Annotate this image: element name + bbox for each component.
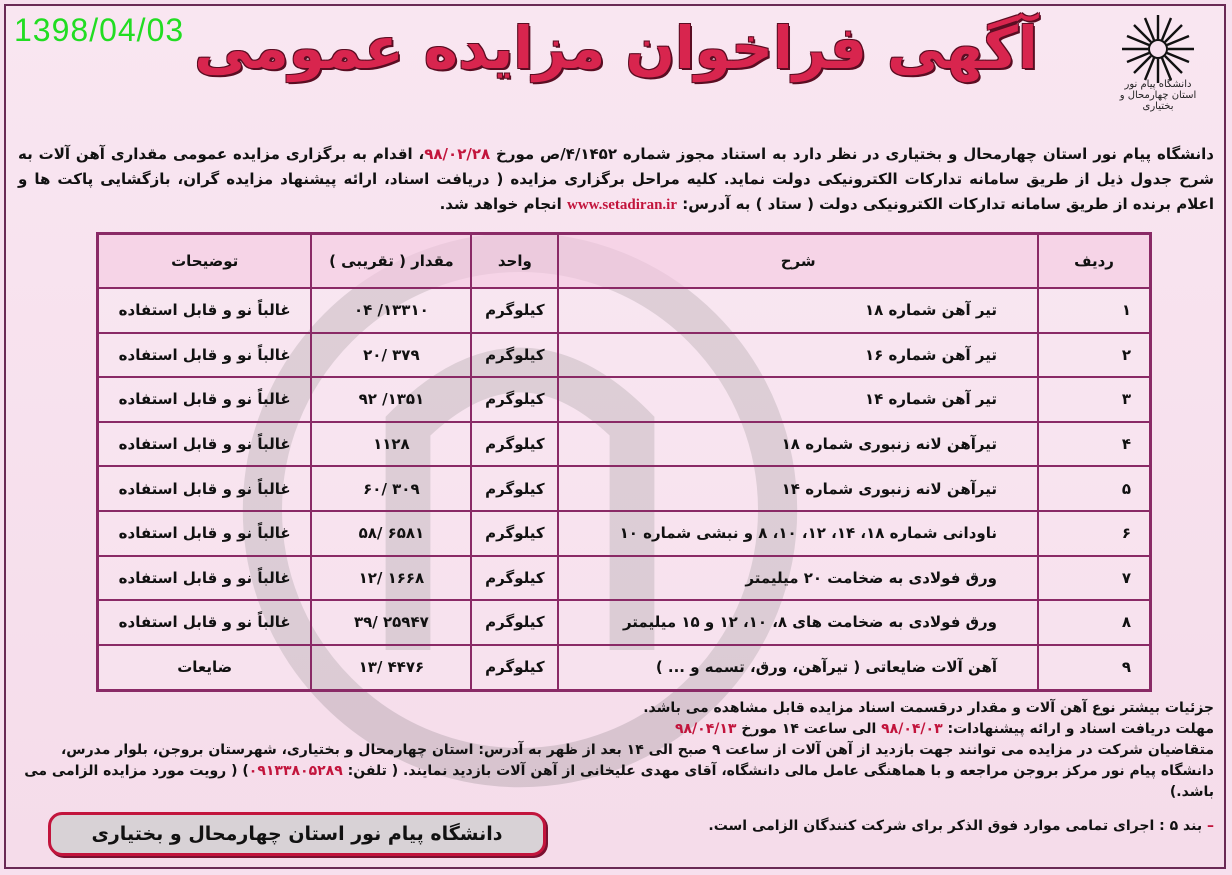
- header-description: شرح: [558, 234, 1038, 289]
- table-row: [98, 645, 1151, 691]
- closing-text: بند ۵ : اجرای تمامی موارد فوق الذکر برای شرکت کنندگان الزامی است.: [708, 818, 1203, 834]
- intro-date: ۹۸/۰۲/۲۸: [424, 145, 491, 163]
- notes-line-2: مهلت دریافت اسناد و ارائه پیشنهادات: ۹۸/۰۴/۰۳ الی ساعت ۱۴ مورخ ۹۸/۰۴/۱۳: [674, 721, 1214, 737]
- cell-unit: کیلوگرم: [471, 466, 558, 511]
- cell-row-number: ۷: [1038, 556, 1151, 601]
- cell-unit: کیلوگرم: [471, 556, 558, 601]
- cell-description: ورق فولادی به ضخامت ۲۰ میلیمتر: [558, 556, 1038, 601]
- cell-amount: ۱۱۲۸: [311, 422, 471, 467]
- header-notes: توضیحات: [98, 234, 312, 289]
- header-unit: واحد: [471, 234, 558, 289]
- cell-notes: ضایعات: [98, 645, 312, 691]
- cell-unit: کیلوگرم: [471, 333, 558, 378]
- header-amount: مقدار ( تقریبی ): [311, 234, 471, 289]
- date-stamp: 1398/04/03: [14, 12, 185, 48]
- cell-amount: ۱۳۳۱۰/ ۰۴: [311, 288, 471, 333]
- table-row: [98, 600, 1151, 645]
- table-row: [98, 377, 1151, 422]
- cell-amount: ۳۷۹ /۲۰: [311, 333, 471, 378]
- cell-description: آهن آلات ضایعاتی ( تیرآهن، ورق، تسمه و ... ): [558, 645, 1038, 691]
- cell-row-number: ۱: [1038, 288, 1151, 333]
- cell-notes: غالباً نو و قابل استفاده: [98, 556, 312, 601]
- deadline-end: ۹۸/۰۴/۱۳: [674, 721, 737, 737]
- cell-description: تیرآهن لانه زنبوری شماره ۱۴: [558, 466, 1038, 511]
- cell-notes: غالباً نو و قابل استفاده: [98, 422, 312, 467]
- phone-number: ۰۹۱۳۳۸۰۵۲۸۹: [248, 763, 343, 779]
- intro-text-3: انجام خواهد شد.: [439, 195, 568, 213]
- table-row: [98, 288, 1151, 333]
- cell-amount: ۳۰۹ /۶۰: [311, 466, 471, 511]
- table-row: [98, 556, 1151, 601]
- cell-description: تیر آهن شماره ۱۶: [558, 333, 1038, 378]
- notes-line-3: متقاضیان شرکت در مزایده می توانند جهت بازدید از آهن آلات از ساعت ۹ صبح الی ۱۴ بعد از ظهر به آدرس: استان چهارمحال و بختیاری، شهرستان بروجن، بلوار مدرس، دانشگاه پیام نور مرکز بروجن مراجعه و با هماهنگی عامل مالی دانشگاه، آقای مهدی علیخانی از آهن آلات بازدید نمایند. ( تلفن: ۰۹۱۳۳۸۰۵۲۸۹) ( رویت مورد مزایده الزامی می باشد.): [24, 742, 1214, 800]
- logo-subtitle: استان چهارمحال و بختیاری: [1119, 90, 1197, 112]
- table-row: [98, 466, 1151, 511]
- cell-notes: غالباً نو و قابل استفاده: [98, 333, 312, 378]
- cell-unit: کیلوگرم: [471, 377, 558, 422]
- cell-description: تیرآهن لانه زنبوری شماره ۱۸: [558, 422, 1038, 467]
- notes-line-1: جزئیات بیشتر نوع آهن آلات و مقدار درقسمت اسناد مزایده قابل مشاهده می باشد.: [643, 700, 1214, 716]
- cell-unit: کیلوگرم: [471, 511, 558, 556]
- cell-notes: غالباً نو و قابل استفاده: [98, 288, 312, 333]
- cell-description: تیر آهن شماره ۱۴: [558, 377, 1038, 422]
- cell-row-number: ۹: [1038, 645, 1151, 691]
- cell-row-number: ۲: [1038, 333, 1151, 378]
- intro-paragraph: [18, 142, 1214, 218]
- table-row: [98, 333, 1151, 378]
- table-row: [98, 511, 1151, 556]
- auction-items-table: [96, 232, 1152, 692]
- setadiran-link[interactable]: www.setadiran.ir: [567, 197, 678, 213]
- cell-description: ناودانی شماره ۱۸، ۱۴، ۱۲، ۱۰، ۸ و نبشی شماره ۱۰: [558, 511, 1038, 556]
- cell-amount: ۱۶۶۸ /۱۲: [311, 556, 471, 601]
- table-header-row: [98, 234, 1151, 289]
- cell-amount: ۱۳۵۱/ ۹۲: [311, 377, 471, 422]
- cell-notes: غالباً نو و قابل استفاده: [98, 466, 312, 511]
- notice-title: آگهی فراخوان مزایده عمومی: [194, 14, 1038, 82]
- dash-icon: –: [1202, 818, 1214, 834]
- cell-notes: غالباً نو و قابل استفاده: [98, 377, 312, 422]
- cell-description: تیر آهن شماره ۱۸: [558, 288, 1038, 333]
- cell-unit: کیلوگرم: [471, 288, 558, 333]
- header-row-number: ردیف: [1038, 234, 1151, 289]
- notes-section: [14, 698, 1214, 803]
- intro-text-2: ، اقدام به برگزاری مزایده عمومی مقداری آهن آلات به شرح جدول ذیل از طریق سامانه تدارکات الکترونیکی دولت نماید. کلیه مراحل برگزاری مزایده ( دریافت اسناد، ارائه پیشنهاد مزایده گران، بازگشایی پاکت ها و اعلام برنده از طریق سامانه تدارکات الکترونیکی دولت ( ستاد ) به آدرس:: [18, 145, 1214, 213]
- intro-text-1: دانشگاه پیام نور استان چهارمحال و بختیاری در نظر دارد به استناد مجوز شماره ۴/۱۴۵۲/ص مورخ: [490, 145, 1214, 163]
- cell-row-number: ۵: [1038, 466, 1151, 511]
- cell-unit: کیلوگرم: [471, 600, 558, 645]
- footer-signature: دانشگاه پیام نور استان چهارمحال و بختیاری: [48, 812, 546, 856]
- table-row: [98, 422, 1151, 467]
- cell-row-number: ۳: [1038, 377, 1151, 422]
- cell-amount: ۴۴۷۶ /۱۳: [311, 645, 471, 691]
- deadline-start: ۹۸/۰۴/۰۳: [881, 721, 943, 737]
- cell-unit: کیلوگرم: [471, 645, 558, 691]
- cell-amount: ۶۵۸۱ /۵۸: [311, 511, 471, 556]
- cell-row-number: ۴: [1038, 422, 1151, 467]
- cell-description: ورق فولادی به ضخامت های ۸، ۱۰، ۱۲ و ۱۵ میلیمتر: [558, 600, 1038, 645]
- cell-notes: غالباً نو و قابل استفاده: [98, 600, 312, 645]
- logo-name: دانشگاه پیام نور: [1124, 79, 1192, 90]
- closing-clause: [674, 818, 1214, 834]
- cell-notes: غالباً نو و قابل استفاده: [98, 511, 312, 556]
- cell-unit: کیلوگرم: [471, 422, 558, 467]
- cell-row-number: ۶: [1038, 511, 1151, 556]
- cell-amount: ۲۵۹۴۷ /۳۹: [311, 600, 471, 645]
- cell-row-number: ۸: [1038, 600, 1151, 645]
